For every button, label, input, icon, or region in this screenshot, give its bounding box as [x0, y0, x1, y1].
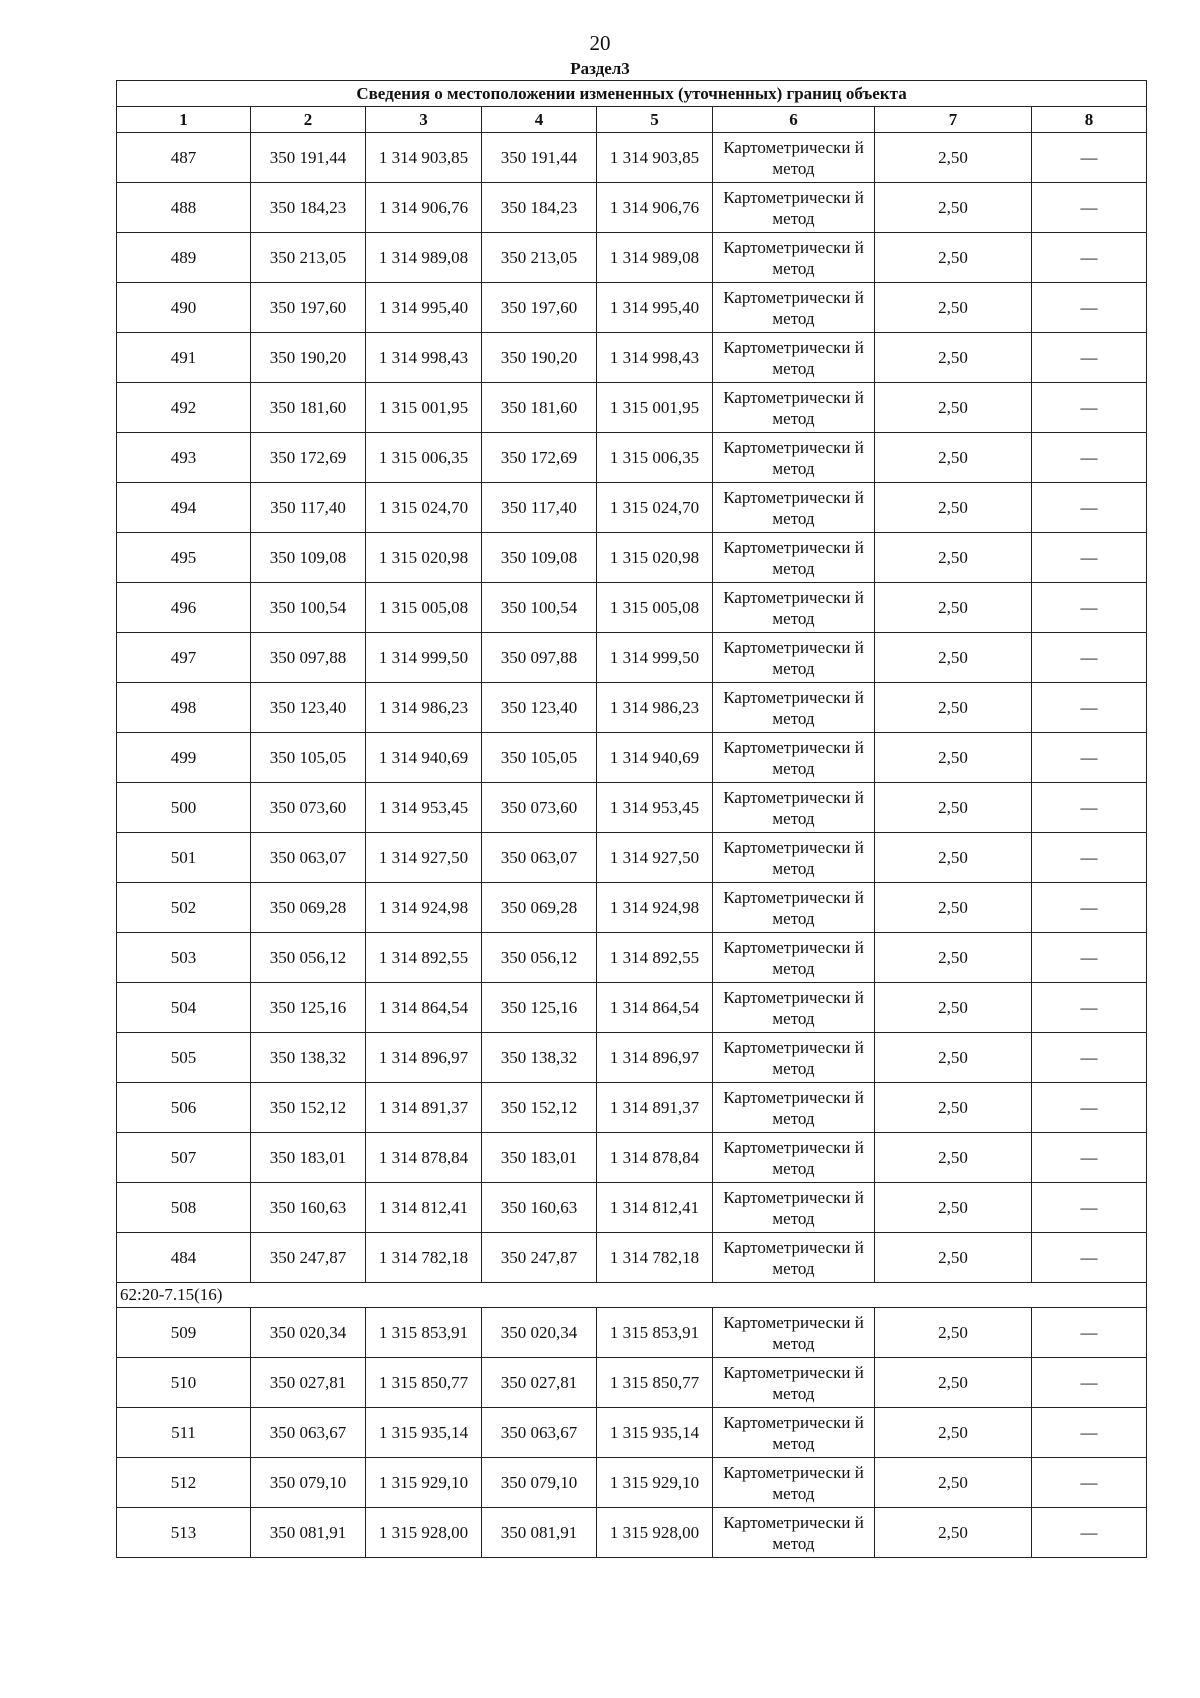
x-old-cell: 350 160,63 — [251, 1183, 366, 1233]
table-body — [117, 81, 1147, 1558]
method-cell: Картометрически й метод — [713, 333, 875, 383]
y-old-cell: 1 314 878,84 — [366, 1133, 482, 1183]
description-cell: — — [1032, 983, 1147, 1033]
y-old-cell: 1 314 953,45 — [366, 783, 482, 833]
point-number-cell: 503 — [117, 933, 251, 983]
x-old-cell: 350 181,60 — [251, 383, 366, 433]
point-number-cell: 501 — [117, 833, 251, 883]
x-old-cell: 350 097,88 — [251, 633, 366, 683]
point-number-cell: 509 — [117, 1308, 251, 1358]
point-number-cell: 499 — [117, 733, 251, 783]
x-old-cell: 350 027,81 — [251, 1358, 366, 1408]
description-cell: — — [1032, 1358, 1147, 1408]
y-new-cell: 1 315 850,77 — [597, 1358, 713, 1408]
x-new-cell: 350 069,28 — [482, 883, 597, 933]
accuracy-cell: 2,50 — [875, 1233, 1032, 1283]
point-number-cell: 493 — [117, 433, 251, 483]
point-number-cell: 512 — [117, 1458, 251, 1508]
y-old-cell: 1 314 999,50 — [366, 633, 482, 683]
method-cell: Картометрически й метод — [713, 733, 875, 783]
x-new-cell: 350 184,23 — [482, 183, 597, 233]
description-cell: — — [1032, 283, 1147, 333]
y-new-cell: 1 315 928,00 — [597, 1508, 713, 1558]
accuracy-cell: 2,50 — [875, 1358, 1032, 1408]
x-old-cell: 350 117,40 — [251, 483, 366, 533]
table-row — [117, 283, 1147, 333]
description-cell: — — [1032, 533, 1147, 583]
table-row — [117, 633, 1147, 683]
y-new-cell: 1 315 005,08 — [597, 583, 713, 633]
table-row — [117, 683, 1147, 733]
description-cell: — — [1032, 1233, 1147, 1283]
x-old-cell: 350 152,12 — [251, 1083, 366, 1133]
table-row — [117, 933, 1147, 983]
x-new-cell: 350 109,08 — [482, 533, 597, 583]
y-old-cell: 1 315 001,95 — [366, 383, 482, 433]
x-new-cell: 350 063,07 — [482, 833, 597, 883]
description-cell: — — [1032, 183, 1147, 233]
y-new-cell: 1 314 953,45 — [597, 783, 713, 833]
x-new-cell: 350 117,40 — [482, 483, 597, 533]
y-new-cell: 1 314 906,76 — [597, 183, 713, 233]
x-new-cell: 350 197,60 — [482, 283, 597, 333]
y-old-cell: 1 314 927,50 — [366, 833, 482, 883]
x-new-cell: 350 191,44 — [482, 133, 597, 183]
y-new-cell: 1 314 903,85 — [597, 133, 713, 183]
x-new-cell: 350 063,67 — [482, 1408, 597, 1458]
y-new-cell: 1 315 024,70 — [597, 483, 713, 533]
y-old-cell: 1 315 929,10 — [366, 1458, 482, 1508]
y-new-cell: 1 314 995,40 — [597, 283, 713, 333]
method-cell: Картометрически й метод — [713, 533, 875, 583]
y-old-cell: 1 315 020,98 — [366, 533, 482, 583]
accuracy-cell: 2,50 — [875, 833, 1032, 883]
x-new-cell: 350 247,87 — [482, 1233, 597, 1283]
description-cell: — — [1032, 333, 1147, 383]
x-old-cell: 350 123,40 — [251, 683, 366, 733]
description-cell: — — [1032, 683, 1147, 733]
accuracy-cell: 2,50 — [875, 133, 1032, 183]
y-old-cell: 1 314 989,08 — [366, 233, 482, 283]
y-old-cell: 1 314 940,69 — [366, 733, 482, 783]
accuracy-cell: 2,50 — [875, 383, 1032, 433]
table-row — [117, 183, 1147, 233]
x-new-cell: 350 100,54 — [482, 583, 597, 633]
y-old-cell: 1 314 924,98 — [366, 883, 482, 933]
description-cell: — — [1032, 433, 1147, 483]
y-new-cell: 1 314 878,84 — [597, 1133, 713, 1183]
x-old-cell: 350 247,87 — [251, 1233, 366, 1283]
y-old-cell: 1 314 995,40 — [366, 283, 482, 333]
point-number-cell: 494 — [117, 483, 251, 533]
x-new-cell: 350 079,10 — [482, 1458, 597, 1508]
description-cell: — — [1032, 1183, 1147, 1233]
description-cell: — — [1032, 633, 1147, 683]
x-new-cell: 350 081,91 — [482, 1508, 597, 1558]
table-row — [117, 1458, 1147, 1508]
y-new-cell: 1 315 020,98 — [597, 533, 713, 583]
column-header: 3 — [366, 107, 482, 133]
method-cell: Картометрически й метод — [713, 1308, 875, 1358]
point-number-cell: 505 — [117, 1033, 251, 1083]
x-new-cell: 350 073,60 — [482, 783, 597, 833]
accuracy-cell: 2,50 — [875, 883, 1032, 933]
accuracy-cell: 2,50 — [875, 283, 1032, 333]
point-number-cell: 484 — [117, 1233, 251, 1283]
table-row — [117, 1233, 1147, 1283]
y-new-cell: 1 314 891,37 — [597, 1083, 713, 1133]
x-new-cell: 350 138,32 — [482, 1033, 597, 1083]
table-caption: Сведения о местоположении измененных (уточненных) границ объекта — [117, 81, 1147, 107]
method-cell: Картометрически й метод — [713, 1233, 875, 1283]
column-header: 5 — [597, 107, 713, 133]
accuracy-cell: 2,50 — [875, 1508, 1032, 1558]
x-new-cell: 350 125,16 — [482, 983, 597, 1033]
table-row — [117, 1083, 1147, 1133]
accuracy-cell: 2,50 — [875, 583, 1032, 633]
point-number-cell: 500 — [117, 783, 251, 833]
y-new-cell: 1 314 864,54 — [597, 983, 713, 1033]
column-header: 8 — [1032, 107, 1147, 133]
table-row — [117, 1408, 1147, 1458]
y-new-cell: 1 314 782,18 — [597, 1233, 713, 1283]
table-row — [117, 583, 1147, 633]
x-old-cell: 350 138,32 — [251, 1033, 366, 1083]
point-number-cell: 488 — [117, 183, 251, 233]
x-old-cell: 350 079,10 — [251, 1458, 366, 1508]
accuracy-cell: 2,50 — [875, 683, 1032, 733]
x-old-cell: 350 020,34 — [251, 1308, 366, 1358]
y-old-cell: 1 315 005,08 — [366, 583, 482, 633]
table-row — [117, 333, 1147, 383]
x-new-cell: 350 097,88 — [482, 633, 597, 683]
y-new-cell: 1 314 812,41 — [597, 1183, 713, 1233]
accuracy-cell: 2,50 — [875, 633, 1032, 683]
y-old-cell: 1 314 896,97 — [366, 1033, 482, 1083]
description-cell: — — [1032, 233, 1147, 283]
description-cell: — — [1032, 1458, 1147, 1508]
point-number-cell: 492 — [117, 383, 251, 433]
y-old-cell: 1 314 903,85 — [366, 133, 482, 183]
y-old-cell: 1 315 024,70 — [366, 483, 482, 533]
table-row — [117, 1308, 1147, 1358]
method-cell: Картометрически й метод — [713, 1133, 875, 1183]
point-number-cell: 496 — [117, 583, 251, 633]
coordinates-table — [116, 80, 1147, 1558]
y-new-cell: 1 314 927,50 — [597, 833, 713, 883]
table-row — [117, 833, 1147, 883]
y-new-cell: 1 315 853,91 — [597, 1308, 713, 1358]
y-old-cell: 1 314 891,37 — [366, 1083, 482, 1133]
description-cell: — — [1032, 1508, 1147, 1558]
column-header: 4 — [482, 107, 597, 133]
point-number-cell: 504 — [117, 983, 251, 1033]
y-old-cell: 1 314 892,55 — [366, 933, 482, 983]
y-new-cell: 1 315 935,14 — [597, 1408, 713, 1458]
column-header: 6 — [713, 107, 875, 133]
method-cell: Картометрически й метод — [713, 183, 875, 233]
description-cell: — — [1032, 583, 1147, 633]
y-new-cell: 1 314 924,98 — [597, 883, 713, 933]
table-row — [117, 433, 1147, 483]
method-cell: Картометрически й метод — [713, 383, 875, 433]
method-cell: Картометрически й метод — [713, 983, 875, 1033]
column-header: 7 — [875, 107, 1032, 133]
method-cell: Картометрически й метод — [713, 133, 875, 183]
x-new-cell: 350 027,81 — [482, 1358, 597, 1408]
table-header-row — [117, 107, 1147, 133]
table-row — [117, 1508, 1147, 1558]
y-old-cell: 1 315 853,91 — [366, 1308, 482, 1358]
y-old-cell: 1 314 906,76 — [366, 183, 482, 233]
table-row — [117, 133, 1147, 183]
y-old-cell: 1 315 928,00 — [366, 1508, 482, 1558]
y-new-cell: 1 315 006,35 — [597, 433, 713, 483]
description-cell: — — [1032, 1083, 1147, 1133]
accuracy-cell: 2,50 — [875, 333, 1032, 383]
point-number-cell: 502 — [117, 883, 251, 933]
y-old-cell: 1 315 850,77 — [366, 1358, 482, 1408]
y-new-cell: 1 314 999,50 — [597, 633, 713, 683]
accuracy-cell: 2,50 — [875, 933, 1032, 983]
description-cell: — — [1032, 933, 1147, 983]
method-cell: Картометрически й метод — [713, 1033, 875, 1083]
description-cell: — — [1032, 883, 1147, 933]
y-old-cell: 1 314 864,54 — [366, 983, 482, 1033]
method-cell: Картометрически й метод — [713, 933, 875, 983]
table-row — [117, 233, 1147, 283]
x-new-cell: 350 181,60 — [482, 383, 597, 433]
x-old-cell: 350 056,12 — [251, 933, 366, 983]
description-cell: — — [1032, 1033, 1147, 1083]
method-cell: Картометрически й метод — [713, 283, 875, 333]
description-cell: — — [1032, 483, 1147, 533]
accuracy-cell: 2,50 — [875, 183, 1032, 233]
accuracy-cell: 2,50 — [875, 983, 1032, 1033]
y-new-cell: 1 314 940,69 — [597, 733, 713, 783]
table-row — [117, 383, 1147, 433]
x-new-cell: 350 183,01 — [482, 1133, 597, 1183]
method-cell: Картометрически й метод — [713, 683, 875, 733]
x-old-cell: 350 191,44 — [251, 133, 366, 183]
point-number-cell: 489 — [117, 233, 251, 283]
point-number-cell: 508 — [117, 1183, 251, 1233]
method-cell: Картометрически й метод — [713, 1508, 875, 1558]
point-number-cell: 498 — [117, 683, 251, 733]
y-new-cell: 1 314 892,55 — [597, 933, 713, 983]
method-cell: Картометрически й метод — [713, 583, 875, 633]
point-number-cell: 506 — [117, 1083, 251, 1133]
description-cell: — — [1032, 133, 1147, 183]
accuracy-cell: 2,50 — [875, 433, 1032, 483]
y-old-cell: 1 314 782,18 — [366, 1233, 482, 1283]
x-new-cell: 350 190,20 — [482, 333, 597, 383]
table-row — [117, 783, 1147, 833]
accuracy-cell: 2,50 — [875, 1408, 1032, 1458]
point-number-cell: 510 — [117, 1358, 251, 1408]
x-old-cell: 350 190,20 — [251, 333, 366, 383]
accuracy-cell: 2,50 — [875, 1033, 1032, 1083]
section-title: Раздел3 — [570, 59, 630, 78]
accuracy-cell: 2,50 — [875, 233, 1032, 283]
x-new-cell: 350 020,34 — [482, 1308, 597, 1358]
accuracy-cell: 2,50 — [875, 1133, 1032, 1183]
x-new-cell: 350 160,63 — [482, 1183, 597, 1233]
table-row — [117, 883, 1147, 933]
x-new-cell: 350 213,05 — [482, 233, 597, 283]
description-cell: — — [1032, 383, 1147, 433]
description-cell: — — [1032, 1408, 1147, 1458]
x-new-cell: 350 123,40 — [482, 683, 597, 733]
accuracy-cell: 2,50 — [875, 483, 1032, 533]
accuracy-cell: 2,50 — [875, 533, 1032, 583]
point-number-cell: 495 — [117, 533, 251, 583]
x-old-cell: 350 213,05 — [251, 233, 366, 283]
x-old-cell: 350 069,28 — [251, 883, 366, 933]
y-new-cell: 1 315 001,95 — [597, 383, 713, 433]
table-caption-row — [117, 81, 1147, 107]
group-row — [117, 1283, 1147, 1308]
accuracy-cell: 2,50 — [875, 783, 1032, 833]
x-old-cell: 350 197,60 — [251, 283, 366, 333]
method-cell: Картометрически й метод — [713, 233, 875, 283]
method-cell: Картометрически й метод — [713, 883, 875, 933]
description-cell: — — [1032, 1308, 1147, 1358]
y-old-cell: 1 315 006,35 — [366, 433, 482, 483]
y-old-cell: 1 314 998,43 — [366, 333, 482, 383]
group-label: 62:20-7.15(16) — [117, 1283, 1147, 1308]
method-cell: Картометрически й метод — [713, 1083, 875, 1133]
method-cell: Картометрически й метод — [713, 633, 875, 683]
accuracy-cell: 2,50 — [875, 1308, 1032, 1358]
description-cell: — — [1032, 833, 1147, 883]
method-cell: Картометрически й метод — [713, 1183, 875, 1233]
description-cell: — — [1032, 733, 1147, 783]
point-number-cell: 490 — [117, 283, 251, 333]
method-cell: Картометрически й метод — [713, 1408, 875, 1458]
page-number: 20 — [589, 31, 611, 55]
y-new-cell: 1 314 989,08 — [597, 233, 713, 283]
table-row — [117, 533, 1147, 583]
method-cell: Картометрически й метод — [713, 483, 875, 533]
table-row — [117, 1133, 1147, 1183]
table-row — [117, 983, 1147, 1033]
x-old-cell: 350 125,16 — [251, 983, 366, 1033]
table-row — [117, 1033, 1147, 1083]
x-old-cell: 350 172,69 — [251, 433, 366, 483]
accuracy-cell: 2,50 — [875, 1183, 1032, 1233]
method-cell: Картометрически й метод — [713, 783, 875, 833]
point-number-cell: 513 — [117, 1508, 251, 1558]
y-old-cell: 1 314 812,41 — [366, 1183, 482, 1233]
y-new-cell: 1 314 896,97 — [597, 1033, 713, 1083]
description-cell: — — [1032, 783, 1147, 833]
description-cell: — — [1032, 1133, 1147, 1183]
table-row — [117, 483, 1147, 533]
method-cell: Картометрически й метод — [713, 433, 875, 483]
y-old-cell: 1 315 935,14 — [366, 1408, 482, 1458]
method-cell: Картометрически й метод — [713, 833, 875, 883]
y-new-cell: 1 315 929,10 — [597, 1458, 713, 1508]
table-row — [117, 733, 1147, 783]
column-header: 2 — [251, 107, 366, 133]
table-row — [117, 1358, 1147, 1408]
method-cell: Картометрически й метод — [713, 1358, 875, 1408]
accuracy-cell: 2,50 — [875, 1083, 1032, 1133]
column-header: 1 — [117, 107, 251, 133]
point-number-cell: 497 — [117, 633, 251, 683]
x-old-cell: 350 100,54 — [251, 583, 366, 633]
point-number-cell: 507 — [117, 1133, 251, 1183]
point-number-cell: 511 — [117, 1408, 251, 1458]
y-old-cell: 1 314 986,23 — [366, 683, 482, 733]
point-number-cell: 487 — [117, 133, 251, 183]
y-new-cell: 1 314 998,43 — [597, 333, 713, 383]
x-new-cell: 350 056,12 — [482, 933, 597, 983]
y-new-cell: 1 314 986,23 — [597, 683, 713, 733]
accuracy-cell: 2,50 — [875, 733, 1032, 783]
x-old-cell: 350 109,08 — [251, 533, 366, 583]
accuracy-cell: 2,50 — [875, 1458, 1032, 1508]
table-row — [117, 1183, 1147, 1233]
x-new-cell: 350 152,12 — [482, 1083, 597, 1133]
point-number-cell: 491 — [117, 333, 251, 383]
x-old-cell: 350 105,05 — [251, 733, 366, 783]
x-new-cell: 350 172,69 — [482, 433, 597, 483]
method-cell: Картометрически й метод — [713, 1458, 875, 1508]
x-old-cell: 350 184,23 — [251, 183, 366, 233]
x-old-cell: 350 073,60 — [251, 783, 366, 833]
x-old-cell: 350 063,07 — [251, 833, 366, 883]
x-old-cell: 350 183,01 — [251, 1133, 366, 1183]
x-old-cell: 350 063,67 — [251, 1408, 366, 1458]
x-old-cell: 350 081,91 — [251, 1508, 366, 1558]
x-new-cell: 350 105,05 — [482, 733, 597, 783]
